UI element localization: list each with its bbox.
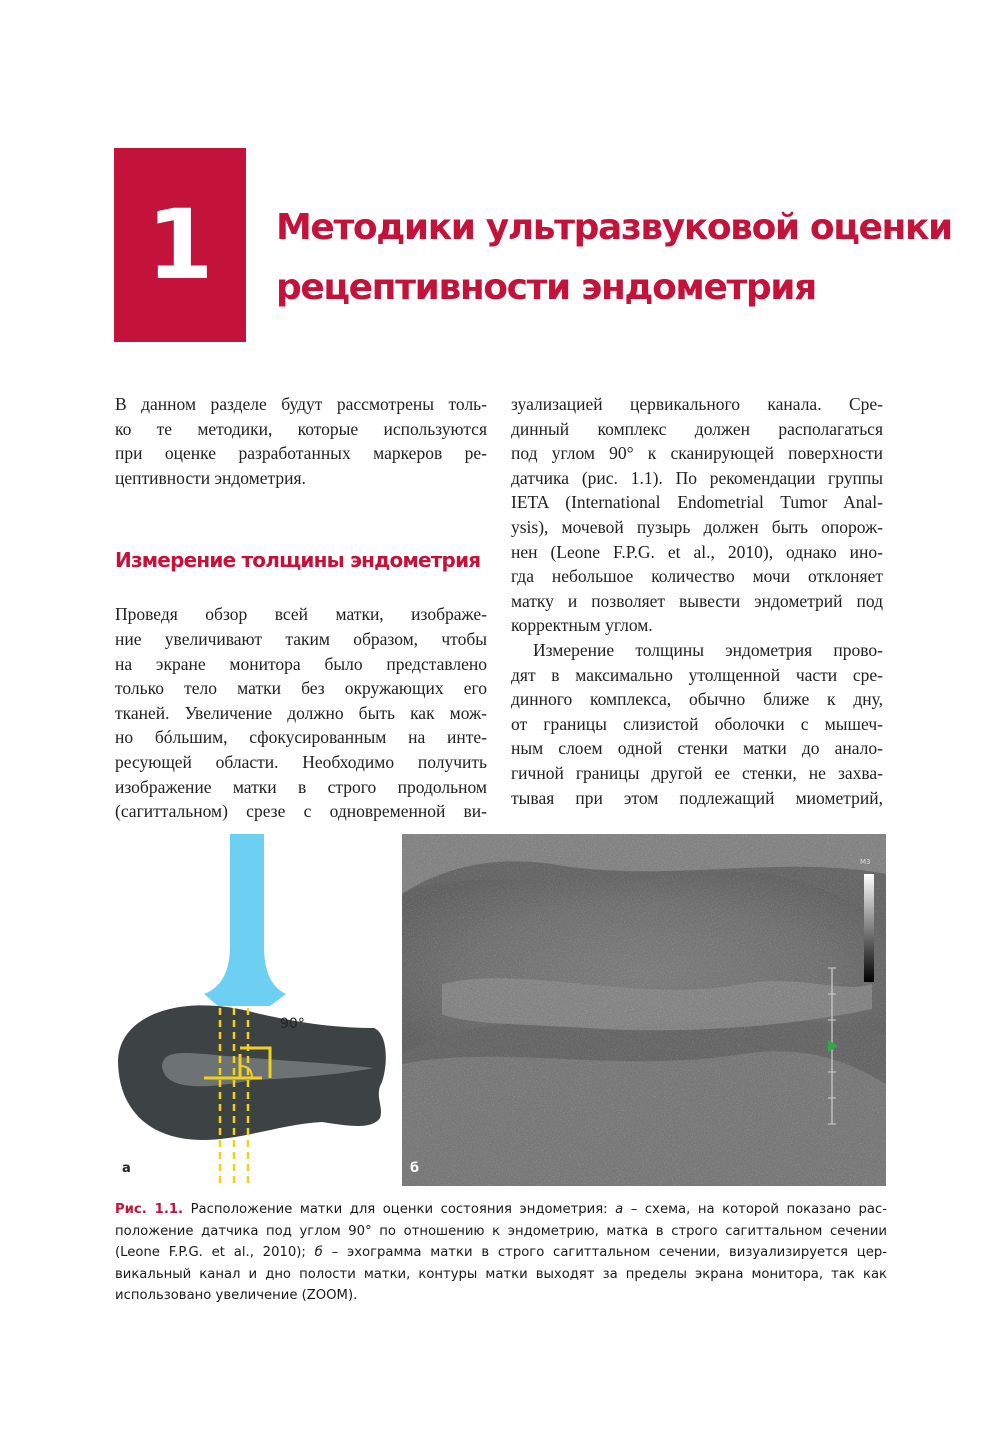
text-line: гичной границы другой ее стенки, не захва- [511, 762, 883, 783]
chapter-title-line: рецептивности эндометрия [276, 267, 816, 308]
chapter-title [276, 198, 952, 318]
left-column [115, 392, 487, 824]
text-line: матку и позволяет вывести эндометрий под [511, 590, 883, 611]
text-line: IETA (International Endometrial Tumor Anal- [511, 492, 883, 513]
text-line: ко те методики, которые используются [115, 418, 487, 439]
figure-panel-a [112, 834, 394, 1186]
caption-label: Рис. 1.1. [115, 1202, 184, 1217]
uterus-schematic [112, 834, 394, 1186]
text-line: от границы слизистой оболочки с мышеч- [511, 713, 883, 734]
panel-b-label: б [410, 1161, 420, 1176]
text-line: ным слоем одной стенки матки до анало- [511, 738, 883, 759]
chapter-number: 1 [146, 189, 214, 301]
caption-line: использовано увеличение (ZOOM). [115, 1288, 358, 1304]
text-line: Проведя обзор всей матки, изображе- [115, 604, 487, 625]
text-line: динного комплекса, обычно ближе к дну, [511, 689, 883, 710]
text-line: В данном разделе будут рассмотрены толь- [115, 394, 487, 414]
angle-label: 90° [280, 1016, 305, 1032]
caption-text: – эхограмма матки в строго сагиттальном сечении, визуализируется цер- [331, 1245, 887, 1261]
caption-text: б [314, 1245, 323, 1261]
text-line: дят в максимально утолщенной части сре- [511, 664, 883, 685]
text-line: (сагиттальном) срезе с одновременной ви- [115, 801, 487, 822]
text-line: ysis), мочевой пузырь должен быть опорож- [511, 516, 883, 537]
text-line: корректным углом. [511, 615, 653, 636]
text-line: динный комплекс должен располагаться [511, 418, 883, 439]
ultrasound-image [402, 834, 886, 1186]
text-line: но бóльшим, сфокусированным на инте- [115, 727, 487, 748]
caption-text: а [615, 1202, 624, 1217]
figure-caption [115, 1199, 887, 1307]
text-line: под углом 90° к сканирующей поверхности [511, 443, 883, 464]
grayscale-bar [864, 874, 874, 982]
figure-panel-b [402, 834, 886, 1186]
text-line: тывая при этом подлежащий миометрий, [511, 787, 883, 808]
chapter-number-box [114, 148, 246, 342]
caption-text: (Leone F.P.G. et al., 2010); [115, 1245, 306, 1261]
text-line: зуализацией цервикального канала. Сре- [511, 394, 883, 414]
text-line: ние увеличивают таким образом, чтобы [115, 628, 487, 649]
caption-line: положение датчика под углом 90° по отношению к эндометрию, матка в строго сагиттальном сечении [115, 1223, 887, 1239]
text-line: на экране монитора было представлено [115, 653, 487, 674]
caption-text: – схема, на которой показано рас- [630, 1202, 887, 1217]
text-line: цептивности эндометрия. [115, 467, 306, 488]
text-line: тканей. Увеличение должно быть как мож- [115, 702, 487, 723]
probe-icon [204, 834, 286, 1006]
chapter-title-line: Методики ультразвуковой оценки [276, 207, 952, 248]
text-line: нен (Leone F.P.G. et al., 2010), однако ино- [511, 541, 883, 562]
text-line: изображение матки в строго продольном [115, 776, 487, 797]
section-heading: Измерение толщины эндометрия [115, 548, 481, 573]
text-line: ресующей области. Необходимо получить [115, 751, 487, 772]
caption-text: Расположение матки для оценки состояния эндометрия: [190, 1202, 608, 1217]
caption-line: викальный канал и дно полости матки, контуры матки выходят за пределы экрана монитора, так как [115, 1266, 887, 1282]
panel-a-label: а [122, 1161, 131, 1176]
text-line: только тело матки без окружающих его [115, 678, 487, 699]
scanner-label: M3 [860, 858, 871, 866]
text-line: датчика (рис. 1.1). По рекомендации группы [511, 467, 883, 488]
caption-line [115, 1199, 887, 1221]
text-line: гда небольшое количество мочи отклоняет [511, 566, 883, 587]
text-line: при оценке разработанных маркеров ре- [115, 443, 487, 464]
caption-line [115, 1242, 887, 1264]
right-column [511, 392, 883, 810]
text-line: Измерение толщины эндометрия прово- [533, 639, 883, 660]
